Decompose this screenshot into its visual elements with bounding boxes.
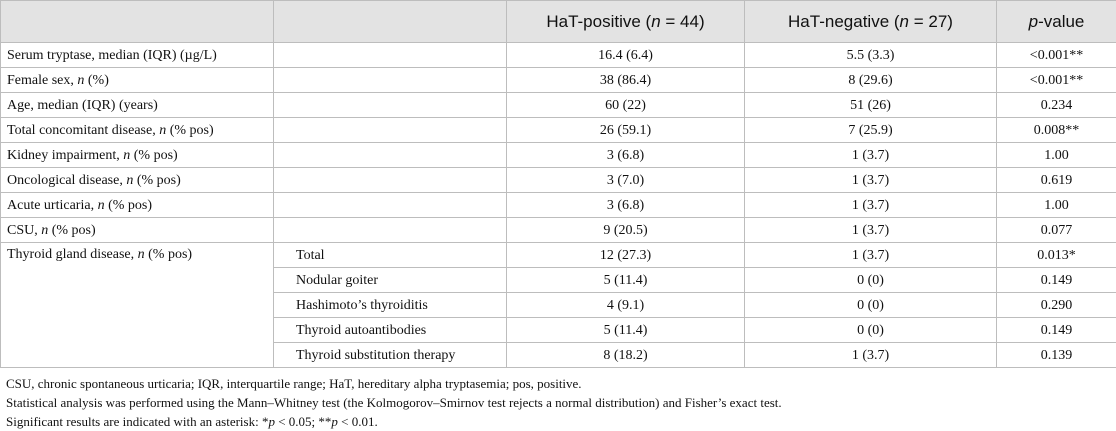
p-value: 0.077 xyxy=(997,218,1116,243)
hat-positive-value: 8 (18.2) xyxy=(507,343,745,368)
hat-negative-value: 0 (0) xyxy=(745,318,997,343)
hat-negative-value: 1 (3.7) xyxy=(745,243,997,268)
hat-negative-value: 1 (3.7) xyxy=(745,218,997,243)
hat-positive-value: 9 (20.5) xyxy=(507,218,745,243)
table-row xyxy=(1,118,1116,143)
row-subgroup xyxy=(274,68,507,93)
table-row xyxy=(1,243,1116,268)
p-value: 0.149 xyxy=(997,268,1116,293)
hat-positive-value: 38 (86.4) xyxy=(507,68,745,93)
row-subgroup xyxy=(274,118,507,143)
table-row xyxy=(1,143,1116,168)
hat-positive-value: 5 (11.4) xyxy=(507,318,745,343)
footnote-significance: Significant results are indicated with an asterisk: *p < 0.05; **p < 0.01. xyxy=(6,414,378,429)
header-row xyxy=(1,1,1116,43)
p-value: <0.001** xyxy=(997,43,1116,68)
hat-negative-value: 0 (0) xyxy=(745,293,997,318)
row-label: Age, median (IQR) (years) xyxy=(1,93,274,118)
header-col-subgroup xyxy=(274,1,507,43)
thyroid-group-label: Thyroid gland disease, n (% pos) xyxy=(1,243,274,368)
subgroup-label: Thyroid substitution therapy xyxy=(274,343,507,368)
row-label: Oncological disease, n (% pos) xyxy=(1,168,274,193)
table-row xyxy=(1,93,1116,118)
hat-positive-value: 16.4 (6.4) xyxy=(507,43,745,68)
table-row xyxy=(1,218,1116,243)
subgroup-label: Hashimoto’s thyroiditis xyxy=(274,293,507,318)
row-label: Serum tryptase, median (IQR) (µg/L) xyxy=(1,43,274,68)
footnote-statistics: Statistical analysis was performed using the Mann–Whitney test (the Kolmogorov–Smirnov test rejects a normal distribution) and Fisher’s exact test. xyxy=(6,395,782,410)
p-value: 0.008** xyxy=(997,118,1116,143)
row-label: Total concomitant disease, n (% pos) xyxy=(1,118,274,143)
hat-positive-value: 12 (27.3) xyxy=(507,243,745,268)
hat-positive-value: 3 (6.8) xyxy=(507,143,745,168)
header-hat-positive: HaT-positive (n = 44) xyxy=(507,1,745,43)
header-p-value: p-value xyxy=(997,1,1116,43)
hat-positive-value: 3 (6.8) xyxy=(507,193,745,218)
table-footnotes xyxy=(6,374,782,431)
p-value: 0.139 xyxy=(997,343,1116,368)
hat-positive-value: 60 (22) xyxy=(507,93,745,118)
row-subgroup xyxy=(274,93,507,118)
header-hat-negative: HaT-negative (n = 27) xyxy=(745,1,997,43)
p-value: 1.00 xyxy=(997,143,1116,168)
subgroup-label: Nodular goiter xyxy=(274,268,507,293)
row-subgroup xyxy=(274,193,507,218)
row-label: Female sex, n (%) xyxy=(1,68,274,93)
table-row xyxy=(1,68,1116,93)
hat-negative-value: 1 (3.7) xyxy=(745,343,997,368)
subgroup-label: Total xyxy=(274,243,507,268)
row-subgroup xyxy=(274,218,507,243)
hat-negative-value: 1 (3.7) xyxy=(745,193,997,218)
table-row xyxy=(1,43,1116,68)
p-value: 1.00 xyxy=(997,193,1116,218)
hat-negative-value: 5.5 (3.3) xyxy=(745,43,997,68)
row-label: Kidney impairment, n (% pos) xyxy=(1,143,274,168)
hat-negative-value: 8 (29.6) xyxy=(745,68,997,93)
p-value: 0.290 xyxy=(997,293,1116,318)
p-value: 0.234 xyxy=(997,93,1116,118)
p-value: 0.619 xyxy=(997,168,1116,193)
p-value: 0.149 xyxy=(997,318,1116,343)
hat-positive-value: 3 (7.0) xyxy=(507,168,745,193)
hat-positive-value: 5 (11.4) xyxy=(507,268,745,293)
header-col-label xyxy=(1,1,274,43)
hat-negative-value: 1 (3.7) xyxy=(745,143,997,168)
row-subgroup xyxy=(274,168,507,193)
hat-negative-value: 7 (25.9) xyxy=(745,118,997,143)
hat-negative-value: 1 (3.7) xyxy=(745,168,997,193)
row-subgroup xyxy=(274,43,507,68)
hat-positive-value: 26 (59.1) xyxy=(507,118,745,143)
table-row xyxy=(1,168,1116,193)
subgroup-label: Thyroid autoantibodies xyxy=(274,318,507,343)
row-label: Acute urticaria, n (% pos) xyxy=(1,193,274,218)
p-value: <0.001** xyxy=(997,68,1116,93)
p-value: 0.013* xyxy=(997,243,1116,268)
footnote-abbreviations: CSU, chronic spontaneous urticaria; IQR, interquartile range; HaT, hereditary alpha tryptasemia; pos, positive. xyxy=(6,376,582,391)
row-label: CSU, n (% pos) xyxy=(1,218,274,243)
hat-negative-value: 51 (26) xyxy=(745,93,997,118)
hat-positive-value: 4 (9.1) xyxy=(507,293,745,318)
table-row xyxy=(1,193,1116,218)
hat-negative-value: 0 (0) xyxy=(745,268,997,293)
row-subgroup xyxy=(274,143,507,168)
